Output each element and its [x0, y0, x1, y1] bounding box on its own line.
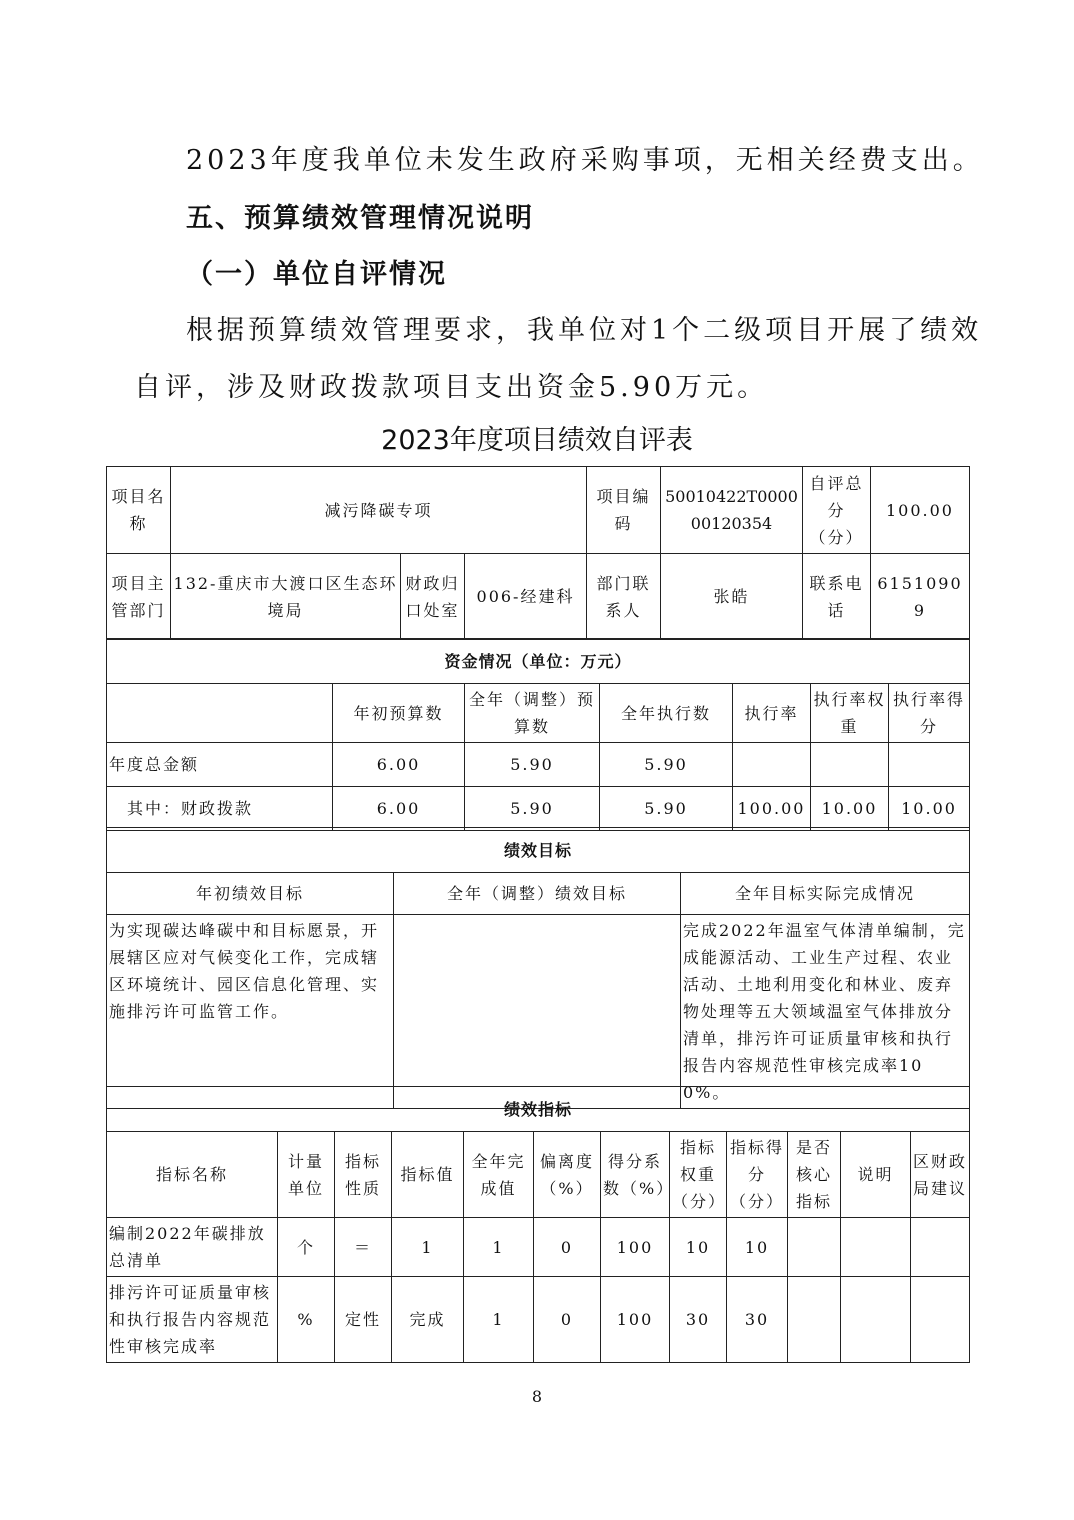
indicator-cell: 1 [464, 1218, 534, 1277]
indicators-table [106, 1086, 970, 1363]
table-row [107, 1277, 970, 1363]
dept-value: 132-重庆市大渡口区生态环境局 [171, 554, 401, 640]
indicator-cell: 0 [534, 1277, 601, 1363]
funds-cell: 100.00 [733, 787, 811, 831]
indicators-header: 得分系数（%） [601, 1132, 670, 1218]
project-info-table [106, 466, 970, 640]
funds-header [107, 684, 333, 743]
finance-office-value: 006-经建科 [465, 554, 587, 640]
contact-label: 部门联系人 [587, 554, 661, 640]
funds-cell: 10.00 [889, 787, 970, 831]
indicators-header: 指标性质 [335, 1132, 392, 1218]
goals-table [106, 827, 970, 1109]
indicator-cell [911, 1277, 970, 1363]
indicator-cell [788, 1218, 841, 1277]
indicator-cell: 10 [727, 1218, 788, 1277]
paragraph-self-eval-line2: 自评，涉及财政拨款项目支出资金5.90万元。 [134, 372, 769, 403]
project-code-value: 50010422T000000120354 [661, 467, 803, 554]
indicator-cell [788, 1277, 841, 1363]
self-score-label: 自评总分（分） [803, 467, 871, 554]
indicators-header: 指标名称 [107, 1132, 278, 1218]
funds-cell: 5.90 [465, 787, 600, 831]
indicator-cell: 1 [392, 1218, 464, 1277]
project-code-label: 项目编码 [587, 467, 661, 554]
indicator-cell: 10 [670, 1218, 727, 1277]
goal-initial: 为实现碳达峰碳中和目标愿景，开展辖区应对气候变化工作，完成辖区环境统计、园区信息化管理、实施排污许可监管工作。 [107, 915, 394, 1109]
table-row [107, 787, 970, 831]
indicators-header: 指标值 [392, 1132, 464, 1218]
goals-header: 年初绩效目标 [107, 873, 394, 915]
funds-header: 年初预算数 [333, 684, 465, 743]
goal-actual: 完成2022年温室气体清单编制，完成能源活动、工业生产过程、农业活动、土地利用变化和林业、废弃物处理等五大领域温室气体排放分清单，排污许可证质量审核和执行报告内容规范性审核完成率100%。 [681, 915, 970, 1109]
dept-label: 项目主管部门 [107, 554, 171, 640]
heading-subsection-1: （一）单位自评情况 [186, 259, 447, 290]
indicators-header: 计量单位 [278, 1132, 335, 1218]
indicators-header: 指标得分（分） [727, 1132, 788, 1218]
paragraph-self-eval-line1: 根据预算绩效管理要求，我单位对1个二级项目开展了绩效 [186, 315, 983, 346]
indicator-cell: 个 [278, 1218, 335, 1277]
indicator-cell [911, 1218, 970, 1277]
funds-cell: 10.00 [811, 787, 889, 831]
indicator-cell [841, 1218, 911, 1277]
indicators-section-title: 绩效指标 [107, 1087, 970, 1132]
goals-section-title: 绩效目标 [107, 828, 970, 873]
indicators-header: 指标权重（分） [670, 1132, 727, 1218]
table-row [107, 1218, 970, 1277]
funds-cell: 6.00 [333, 743, 465, 787]
phone-value: 61510909 [871, 554, 970, 640]
indicator-cell: 排污许可证质量审核和执行报告内容规范性审核完成率 [107, 1277, 278, 1363]
finance-office-label: 财政归口处室 [401, 554, 465, 640]
page-number: 8 [531, 1387, 543, 1406]
indicator-cell: 1 [464, 1277, 534, 1363]
funds-cell: 5.90 [465, 743, 600, 787]
funds-header: 执行率权重 [811, 684, 889, 743]
funds-cell: 其中：财政拨款 [107, 787, 333, 831]
indicators-header: 说明 [841, 1132, 911, 1218]
goals-header: 全年目标实际完成情况 [681, 873, 970, 915]
indicator-cell: ＝ [335, 1218, 392, 1277]
funds-cell: 5.90 [600, 787, 733, 831]
indicators-header: 偏离度（%） [534, 1132, 601, 1218]
funds-cell [889, 743, 970, 787]
funds-header: 全年执行数 [600, 684, 733, 743]
heading-section-5: 五、预算绩效管理情况说明 [186, 203, 534, 234]
goal-adjusted [394, 915, 681, 1109]
funds-section-title: 资金情况（单位：万元） [107, 639, 970, 684]
phone-label: 联系电话 [803, 554, 871, 640]
indicator-cell: 编制2022年碳排放总清单 [107, 1218, 278, 1277]
funds-cell [811, 743, 889, 787]
paragraph-procurement: 2023年度我单位未发生政府采购事项，无相关经费支出。 [186, 145, 984, 176]
indicator-cell: % [278, 1277, 335, 1363]
indicator-cell [841, 1277, 911, 1363]
indicators-header: 全年完成值 [464, 1132, 534, 1218]
contact-value: 张皓 [661, 554, 803, 640]
indicators-header: 是否核心指标 [788, 1132, 841, 1218]
indicator-cell: 定性 [335, 1277, 392, 1363]
goals-header: 全年（调整）绩效目标 [394, 873, 681, 915]
indicator-cell: 30 [727, 1277, 788, 1363]
indicator-cell: 100 [601, 1277, 670, 1363]
funds-header: 执行率 [733, 684, 811, 743]
project-name-label: 项目名称 [107, 467, 171, 554]
table-title: 2023年度项目绩效自评表 [381, 425, 693, 456]
self-score-value: 100.00 [871, 467, 970, 554]
funds-cell: 6.00 [333, 787, 465, 831]
funds-cell [733, 743, 811, 787]
indicator-cell: 30 [670, 1277, 727, 1363]
indicator-cell: 完成 [392, 1277, 464, 1363]
funds-cell: 年度总金额 [107, 743, 333, 787]
funds-table [106, 638, 970, 831]
indicator-cell: 0 [534, 1218, 601, 1277]
indicators-header: 区财政局建议 [911, 1132, 970, 1218]
funds-header: 全年（调整）预算数 [465, 684, 600, 743]
table-row [107, 743, 970, 787]
funds-cell: 5.90 [600, 743, 733, 787]
funds-header: 执行率得分 [889, 684, 970, 743]
indicator-cell: 100 [601, 1218, 670, 1277]
project-name-value: 减污降碳专项 [171, 467, 587, 554]
